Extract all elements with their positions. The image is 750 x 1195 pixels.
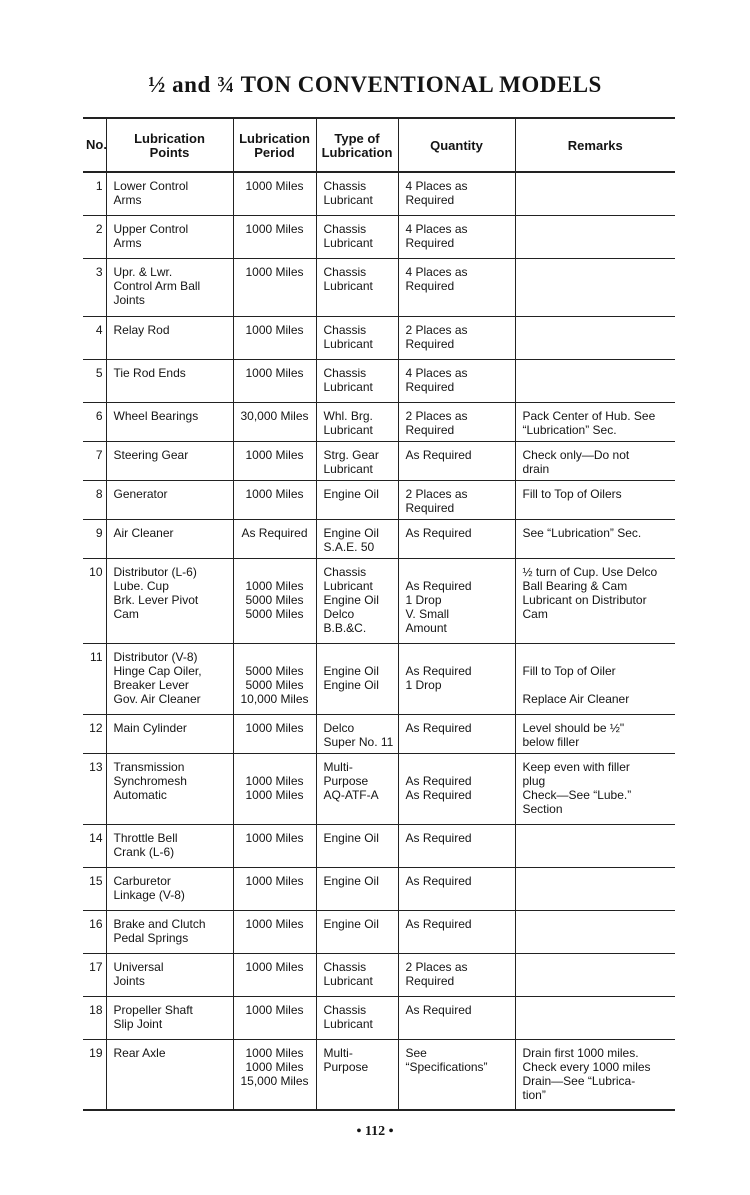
table-row — [83, 867, 675, 910]
cell-lubrication-period: 30,000 Miles — [233, 402, 316, 441]
cell-remarks: Fill to Top of Oilers — [515, 480, 675, 519]
cell-lubrication-points: Transmission Synchromesh Automatic — [106, 753, 233, 824]
cell-type-of-lubrication: Chassis Lubricant — [316, 359, 398, 402]
cell-lubrication-period: As Required — [233, 519, 316, 558]
cell-lubrication-points: Air Cleaner — [106, 519, 233, 558]
table-row — [83, 402, 675, 441]
cell-remarks: Pack Center of Hub. See “Lubrication” Sec. — [515, 402, 675, 441]
cell-quantity: 2 Places as Required — [398, 480, 515, 519]
table-row — [83, 359, 675, 402]
cell-lubrication-points: Relay Rod — [106, 316, 233, 359]
cell-lubrication-period: 1000 Miles 1000 Miles 15,000 Miles — [233, 1039, 316, 1110]
cell-lubrication-period: 1000 Miles — [233, 824, 316, 867]
cell-type-of-lubrication: Chassis Lubricant — [316, 258, 398, 316]
cell-lubrication-period: 1000 Miles — [233, 172, 316, 215]
cell-quantity: As Required — [398, 441, 515, 480]
cell-remarks: Drain first 1000 miles. Check every 1000 miles Drain—See “Lubrica- tion” — [515, 1039, 675, 1110]
cell-remarks — [515, 996, 675, 1039]
table-row — [83, 1039, 675, 1110]
cell-no: 16 — [83, 910, 106, 953]
cell-quantity: As Required — [398, 714, 515, 753]
cell-remarks: See “Lubrication” Sec. — [515, 519, 675, 558]
cell-lubrication-period: 1000 Miles — [233, 480, 316, 519]
cell-lubrication-points: Propeller Shaft Slip Joint — [106, 996, 233, 1039]
cell-lubrication-period: 1000 Miles — [233, 996, 316, 1039]
cell-type-of-lubrication: Strg. Gear Lubricant — [316, 441, 398, 480]
cell-remarks: Check only—Do not drain — [515, 441, 675, 480]
cell-no: 12 — [83, 714, 106, 753]
cell-no: 8 — [83, 480, 106, 519]
table-row — [83, 441, 675, 480]
cell-remarks: Keep even with filler plug Check—See “Lube.” Section — [515, 753, 675, 824]
cell-remarks — [515, 953, 675, 996]
cell-quantity: 2 Places as Required — [398, 402, 515, 441]
cell-lubrication-points: Throttle Bell Crank (L-6) — [106, 824, 233, 867]
cell-lubrication-period: 1000 Miles — [233, 953, 316, 996]
cell-quantity: As Required — [398, 996, 515, 1039]
table-header-row — [83, 118, 675, 172]
cell-remarks: Fill to Top of Oiler Replace Air Cleaner — [515, 643, 675, 714]
table-row — [83, 753, 675, 824]
table-row — [83, 215, 675, 258]
cell-lubrication-points: Distributor (L-6) Lube. Cup Brk. Lever Pivot Cam — [106, 558, 233, 643]
cell-remarks — [515, 824, 675, 867]
cell-quantity: 4 Places as Required — [398, 359, 515, 402]
lubrication-table — [83, 117, 675, 1111]
cell-quantity: 2 Places as Required — [398, 953, 515, 996]
cell-quantity: As Required As Required — [398, 753, 515, 824]
table-row — [83, 714, 675, 753]
cell-remarks — [515, 910, 675, 953]
cell-type-of-lubrication: Chassis Lubricant — [316, 953, 398, 996]
cell-type-of-lubrication: Engine Oil — [316, 824, 398, 867]
table-row — [83, 953, 675, 996]
cell-remarks — [515, 316, 675, 359]
cell-lubrication-period: 1000 Miles 1000 Miles — [233, 753, 316, 824]
cell-lubrication-period: 1000 Miles — [233, 714, 316, 753]
cell-quantity: As Required 1 Drop — [398, 643, 515, 714]
cell-type-of-lubrication: Chassis Lubricant — [316, 316, 398, 359]
cell-quantity: As Required — [398, 867, 515, 910]
page-title: ½ and ¾ TON CONVENTIONAL MODELS — [148, 72, 602, 97]
cell-lubrication-period: 5000 Miles 5000 Miles 10,000 Miles — [233, 643, 316, 714]
cell-lubrication-period: 1000 Miles — [233, 441, 316, 480]
table-row — [83, 480, 675, 519]
cell-quantity: See “Specifications” — [398, 1039, 515, 1110]
cell-lubrication-points: Tie Rod Ends — [106, 359, 233, 402]
cell-quantity: As Required — [398, 519, 515, 558]
cell-lubrication-points: Universal Joints — [106, 953, 233, 996]
table-row — [83, 824, 675, 867]
cell-remarks: ½ turn of Cup. Use Delco Ball Bearing & Cam Lubricant on Distributor Cam — [515, 558, 675, 643]
cell-lubrication-points: Rear Axle — [106, 1039, 233, 1110]
table-row — [83, 316, 675, 359]
cell-lubrication-period: 1000 Miles — [233, 316, 316, 359]
cell-type-of-lubrication: Engine Oil — [316, 910, 398, 953]
cell-lubrication-points: Distributor (V-8) Hinge Cap Oiler, Breaker Lever Gov. Air Cleaner — [106, 643, 233, 714]
cell-no: 10 — [83, 558, 106, 643]
cell-type-of-lubrication: Engine Oil — [316, 480, 398, 519]
cell-type-of-lubrication: Multi- Purpose AQ-ATF-A — [316, 753, 398, 824]
cell-type-of-lubrication: Whl. Brg. Lubricant — [316, 402, 398, 441]
cell-quantity: As Required — [398, 910, 515, 953]
cell-lubrication-period: 1000 Miles — [233, 867, 316, 910]
cell-type-of-lubrication: Engine Oil S.A.E. 50 — [316, 519, 398, 558]
cell-lubrication-points: Upr. & Lwr. Control Arm Ball Joints — [106, 258, 233, 316]
cell-lubrication-points: Brake and Clutch Pedal Springs — [106, 910, 233, 953]
cell-no: 5 — [83, 359, 106, 402]
cell-lubrication-points: Main Cylinder — [106, 714, 233, 753]
header-quantity: Quantity — [398, 118, 515, 172]
cell-remarks — [515, 867, 675, 910]
cell-type-of-lubrication: Chassis Lubricant — [316, 215, 398, 258]
cell-no: 4 — [83, 316, 106, 359]
header-type-of-lubrication: Type of Lubrication — [316, 118, 398, 172]
cell-no: 14 — [83, 824, 106, 867]
cell-lubrication-points: Wheel Bearings — [106, 402, 233, 441]
cell-lubrication-points: Lower Control Arms — [106, 172, 233, 215]
cell-quantity: 4 Places as Required — [398, 172, 515, 215]
header-lubrication-points: Lubrication Points — [106, 118, 233, 172]
cell-no: 2 — [83, 215, 106, 258]
cell-type-of-lubrication: Chassis Lubricant — [316, 996, 398, 1039]
cell-no: 7 — [83, 441, 106, 480]
cell-type-of-lubrication: Chassis Lubricant — [316, 172, 398, 215]
table-row — [83, 996, 675, 1039]
header-lubrication-period: Lubrication Period — [233, 118, 316, 172]
header-remarks: Remarks — [515, 118, 675, 172]
header-no: No. — [83, 118, 106, 172]
cell-type-of-lubrication: Chassis Lubricant Engine Oil Delco B.B.&C. — [316, 558, 398, 643]
cell-no: 1 — [83, 172, 106, 215]
cell-no: 19 — [83, 1039, 106, 1110]
cell-no: 9 — [83, 519, 106, 558]
cell-no: 15 — [83, 867, 106, 910]
cell-type-of-lubrication: Delco Super No. 11 — [316, 714, 398, 753]
cell-remarks — [515, 215, 675, 258]
cell-lubrication-points: Steering Gear — [106, 441, 233, 480]
cell-no: 11 — [83, 643, 106, 714]
cell-remarks: Level should be ½" below filler — [515, 714, 675, 753]
cell-quantity: 2 Places as Required — [398, 316, 515, 359]
cell-quantity: 4 Places as Required — [398, 258, 515, 316]
cell-lubrication-period: 1000 Miles 5000 Miles 5000 Miles — [233, 558, 316, 643]
cell-lubrication-period: 1000 Miles — [233, 359, 316, 402]
cell-remarks — [515, 359, 675, 402]
cell-quantity: 4 Places as Required — [398, 215, 515, 258]
table-row — [83, 258, 675, 316]
cell-lubrication-points: Carburetor Linkage (V-8) — [106, 867, 233, 910]
cell-lubrication-points: Generator — [106, 480, 233, 519]
cell-lubrication-points: Upper Control Arms — [106, 215, 233, 258]
cell-remarks — [515, 172, 675, 215]
cell-quantity: As Required 1 Drop V. Small Amount — [398, 558, 515, 643]
cell-lubrication-period: 1000 Miles — [233, 910, 316, 953]
table-row — [83, 558, 675, 643]
cell-no: 17 — [83, 953, 106, 996]
table-row — [83, 519, 675, 558]
table-row — [83, 910, 675, 953]
cell-no: 13 — [83, 753, 106, 824]
cell-lubrication-period: 1000 Miles — [233, 258, 316, 316]
cell-type-of-lubrication: Engine Oil — [316, 867, 398, 910]
page-number: • 112 • — [356, 1124, 394, 1139]
cell-no: 3 — [83, 258, 106, 316]
table-row — [83, 643, 675, 714]
cell-type-of-lubrication: Engine Oil Engine Oil — [316, 643, 398, 714]
cell-no: 6 — [83, 402, 106, 441]
table-row — [83, 172, 675, 215]
cell-remarks — [515, 258, 675, 316]
cell-lubrication-period: 1000 Miles — [233, 215, 316, 258]
cell-no: 18 — [83, 996, 106, 1039]
cell-quantity: As Required — [398, 824, 515, 867]
cell-type-of-lubrication: Multi- Purpose — [316, 1039, 398, 1110]
